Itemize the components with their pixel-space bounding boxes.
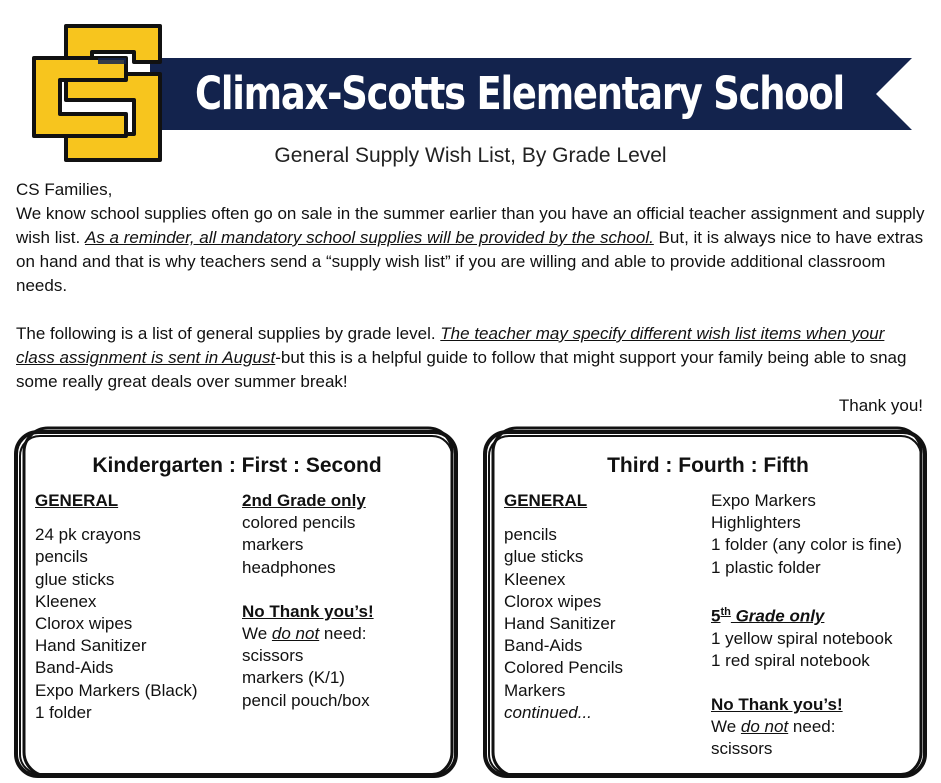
school-name: Climax-Scotts Elementary School — [195, 67, 844, 120]
intro-paragraph-2: The following is a list of general supplies by grade level. The teacher may specify different wish list items when your class assignment is sent in August-but this is a helpful guide to follow that might support your family being able to snag some really great deals over summer break! — [16, 324, 907, 391]
no-thanks-header: No Thank you’s! — [242, 601, 374, 621]
intro-paragraph-1: We know school supplies often go on sale in the summer earlier than you have an official teacher assignment and supply wish list. As a reminder, all mandatory school supplies will be provided by the school. But, it is always nice to have extras on hand and that is why teachers send a “supply wish list” if you are willing and able to provide additional classroom needs. — [16, 204, 925, 295]
list-item: 24 pk crayons — [35, 525, 141, 545]
intro-text — [16, 178, 926, 394]
list-item: Clorox wipes — [504, 591, 602, 611]
list-item: Highlighters — [711, 513, 801, 533]
grade2-header: 2nd Grade only — [242, 491, 366, 510]
grade5-header: 5th Grade only — [711, 605, 825, 626]
panel-title: Third : Fourth : Fifth — [607, 454, 809, 477]
list-item: headphones — [242, 557, 336, 577]
list-item: Kleenex — [35, 591, 97, 611]
no-thanks-header: No Thank you’s! — [711, 695, 843, 715]
mandatory-supplies-note: As a reminder, all mandatory school supplies will be provided by the school. — [84, 228, 654, 247]
list-item: Band-Aids — [504, 636, 583, 656]
page-subtitle: General Supply Wish List, By Grade Level — [274, 144, 667, 167]
list-item: colored pencils — [242, 513, 356, 533]
greeting: CS Families, — [16, 180, 113, 199]
panel-k-2 — [12, 426, 462, 780]
list-item: 1 plastic folder — [711, 557, 821, 577]
list-item: Hand Sanitizer — [504, 614, 616, 634]
panel-3-5 — [481, 426, 931, 780]
list-item: 1 red spiral notebook — [711, 650, 870, 670]
list-item: scissors — [242, 646, 304, 666]
list-item: pencils — [504, 525, 557, 545]
list-item: pencil pouch/box — [242, 690, 370, 710]
list-item: scissors — [711, 739, 773, 759]
general-list — [35, 490, 197, 724]
list-item: glue sticks — [35, 569, 115, 589]
thank-you: Thank you! — [838, 396, 923, 415]
general-header: GENERAL — [35, 491, 119, 510]
list-item: Colored Pencils — [504, 658, 624, 678]
panel-title: Kindergarten : First : Second — [92, 454, 382, 477]
no-thanks-note: We do not need: — [711, 717, 836, 737]
list-item: Expo Markers — [711, 491, 816, 510]
list-item: Clorox wipes — [35, 614, 133, 634]
list-item: 1 folder — [35, 702, 92, 722]
second-column — [711, 490, 902, 761]
list-item: glue sticks — [504, 547, 584, 567]
list-item: markers (K/1) — [242, 668, 345, 688]
list-item: 1 folder (any color is fine) — [711, 535, 902, 555]
general-header: GENERAL — [504, 491, 588, 510]
list-item: markers — [242, 535, 304, 555]
list-item: 1 yellow spiral notebook — [711, 628, 893, 648]
continued-note: continued... — [504, 702, 592, 722]
list-item: Expo Markers (Black) — [35, 680, 198, 700]
teacher-specify-note: The teacher may specify different wish list items when your class assignment is sent in August — [16, 324, 885, 367]
second-column — [242, 490, 374, 712]
general-list — [504, 490, 623, 724]
list-item: Band-Aids — [35, 658, 114, 678]
list-item: pencils — [35, 547, 88, 567]
list-item: Kleenex — [504, 569, 566, 589]
list-item: Hand Sanitizer — [35, 636, 147, 656]
list-item: Markers — [504, 680, 566, 700]
no-thanks-note: We do not need: — [242, 624, 367, 644]
